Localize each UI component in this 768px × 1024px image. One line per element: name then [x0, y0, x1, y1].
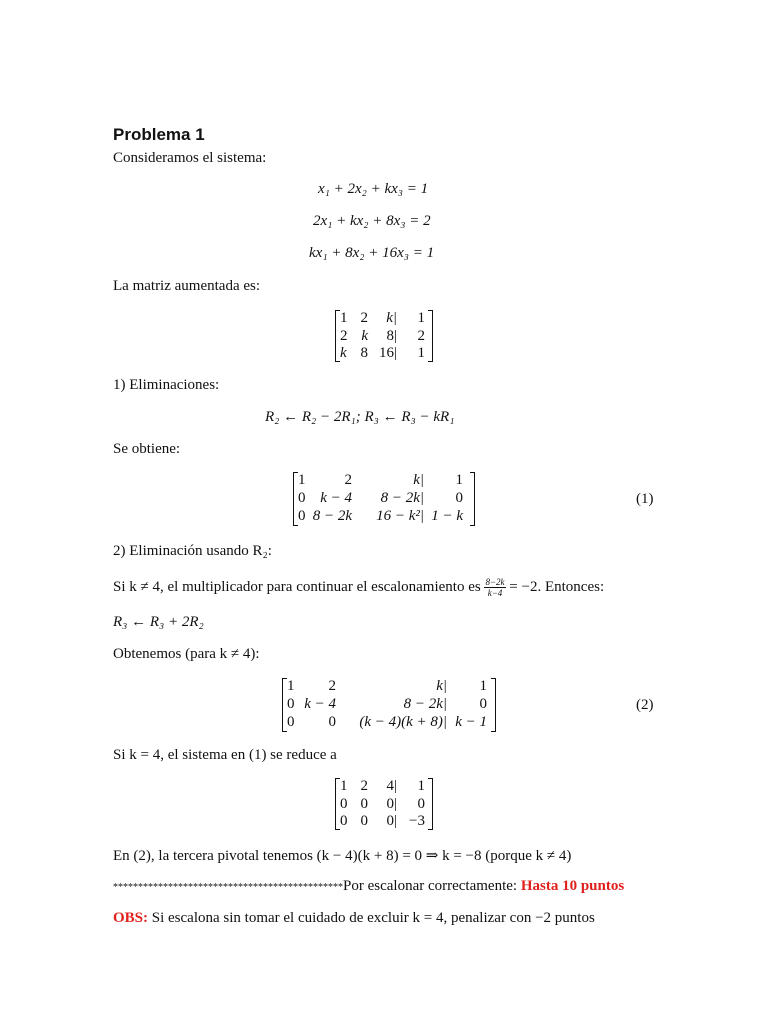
matrix-cell: 0 [417, 795, 425, 812]
equation-tag-2: (2) [636, 697, 654, 713]
fraction-denominator: k−4 [487, 588, 503, 598]
matrix-cell: 16 − k²| [376, 508, 424, 524]
matrix-cell: 8 − 2k| [380, 490, 424, 506]
matrix-cell: 2 [360, 778, 368, 794]
fraction-numerator: 8−2k [485, 577, 505, 587]
matrix-cell: 4| [386, 778, 397, 794]
stars: ********************************************** [113, 882, 343, 893]
case-k4-text: Si k = 4, el sistema en (1) se reduce a [113, 747, 337, 763]
matrix-cell: 8 − 2k| [403, 696, 447, 712]
matrix-cell: 0 [287, 696, 295, 712]
matrix-cell: 0 [298, 490, 306, 506]
obs-label: OBS: [113, 910, 149, 926]
matrix-cell: 0| [386, 813, 397, 829]
matrix-cell: 0| [386, 795, 397, 812]
score-points: Hasta 10 puntos [520, 878, 625, 894]
matrix-cell: 1 [340, 310, 348, 326]
score-line [113, 878, 624, 895]
matrix-cell: 1 [417, 310, 425, 326]
matrix-cell: k − 4 [320, 490, 352, 506]
matrix-k4 [335, 778, 433, 830]
matrix-cell: 1 − k [431, 508, 463, 524]
matrix-cell: 16| [378, 345, 397, 361]
obtained-label: Se obtiene: [113, 441, 181, 457]
matrix-cell: 0 [360, 795, 368, 812]
matrix-cell: 1 [455, 472, 463, 488]
matrix-cell: 0 [479, 696, 487, 712]
matrix-echelon [282, 678, 496, 732]
equation-1: x₁ + 2x₂ + kx₃ = 1 [318, 181, 429, 197]
matrix-cell: 8 [360, 345, 368, 361]
matrix-cell: 0 [455, 490, 463, 506]
matrix-cell: 0 [340, 813, 348, 829]
matrix-cell: 1 [417, 345, 425, 361]
row-operations-1: R₂ ← R₂ − 2R₁; R₃ ← R₃ − kR₁ [265, 409, 455, 425]
matrix-cell: 0 [360, 813, 368, 829]
matrix-cell: 2 [328, 678, 336, 694]
matrix-cell: 8 − 2k [312, 508, 352, 524]
matrix-cell: k − 1 [455, 714, 487, 730]
matrix-cell: 2 [417, 327, 425, 344]
matrix-cell: k [340, 345, 347, 361]
matrix-cell: 0 [298, 508, 306, 524]
multiplier-sentence [113, 577, 604, 598]
score-text: Por escalonar correctamente: [343, 878, 521, 894]
pivot-text: En (2), la tercera pivotal tenemos (k − 4)(k + 8) = 0 ⇒ k = −8 (porque k ≠ 4) [113, 848, 572, 864]
problem-title: Problema 1 [113, 125, 205, 144]
matrix-cell: k| [386, 310, 397, 326]
multiplier-pre: Si k ≠ 4, el multiplicador para continuar el escalonamiento es [113, 578, 481, 595]
matrix-cell: −3 [409, 813, 425, 829]
matrix-cell: 0 [328, 714, 336, 730]
equation-tag-1: (1) [636, 491, 654, 507]
obtain-label: Obtenemos (para k ≠ 4): [113, 646, 260, 662]
matrix-cell: k [361, 327, 368, 344]
intro-text: Consideramos el sistema: [113, 150, 267, 166]
equation-2: 2x₁ + kx₂ + 8x₃ = 2 [313, 213, 431, 229]
obs-text: Si escalona sin tomar el cuidado de excluir k = 4, penalizar con −2 puntos [148, 910, 595, 926]
matrix-cell: 2 [360, 310, 368, 326]
matrix-cell: 8| [386, 327, 397, 344]
matrix-cell: k − 4 [304, 696, 336, 712]
matrix-cell: k| [413, 472, 424, 488]
matrix-cell: (k − 4)(k + 8)| [359, 714, 447, 730]
matrix-cell: 1 [340, 778, 348, 794]
matrix-cell: 1 [417, 778, 425, 794]
matrix-cell: 1 [298, 472, 306, 488]
obs-line [113, 910, 595, 927]
matrix-cell: 1 [287, 678, 295, 694]
matrix-cell: 0 [340, 795, 348, 812]
augmented-label: La matriz aumentada es: [113, 278, 261, 294]
matrix-cell: 1 [479, 678, 487, 694]
multiplier-post: = −2. Entonces: [509, 578, 605, 595]
row-operation-2: R₃ ← R₃ + 2R₂ [113, 614, 204, 630]
step1-heading: 1) Eliminaciones: [113, 377, 220, 393]
matrix-after-elimination [293, 472, 475, 526]
matrix-cell: 2 [344, 472, 352, 488]
matrix-cell: 2 [340, 327, 348, 344]
matrix-cell: 0 [287, 714, 295, 730]
step2-heading: 2) Eliminación usando R₂: [113, 543, 272, 559]
multiplier-fraction [484, 577, 505, 598]
matrix-cell: k| [436, 678, 447, 694]
equation-3: kx₁ + 8x₂ + 16x₃ = 1 [309, 245, 435, 261]
augmented-matrix [335, 310, 433, 362]
